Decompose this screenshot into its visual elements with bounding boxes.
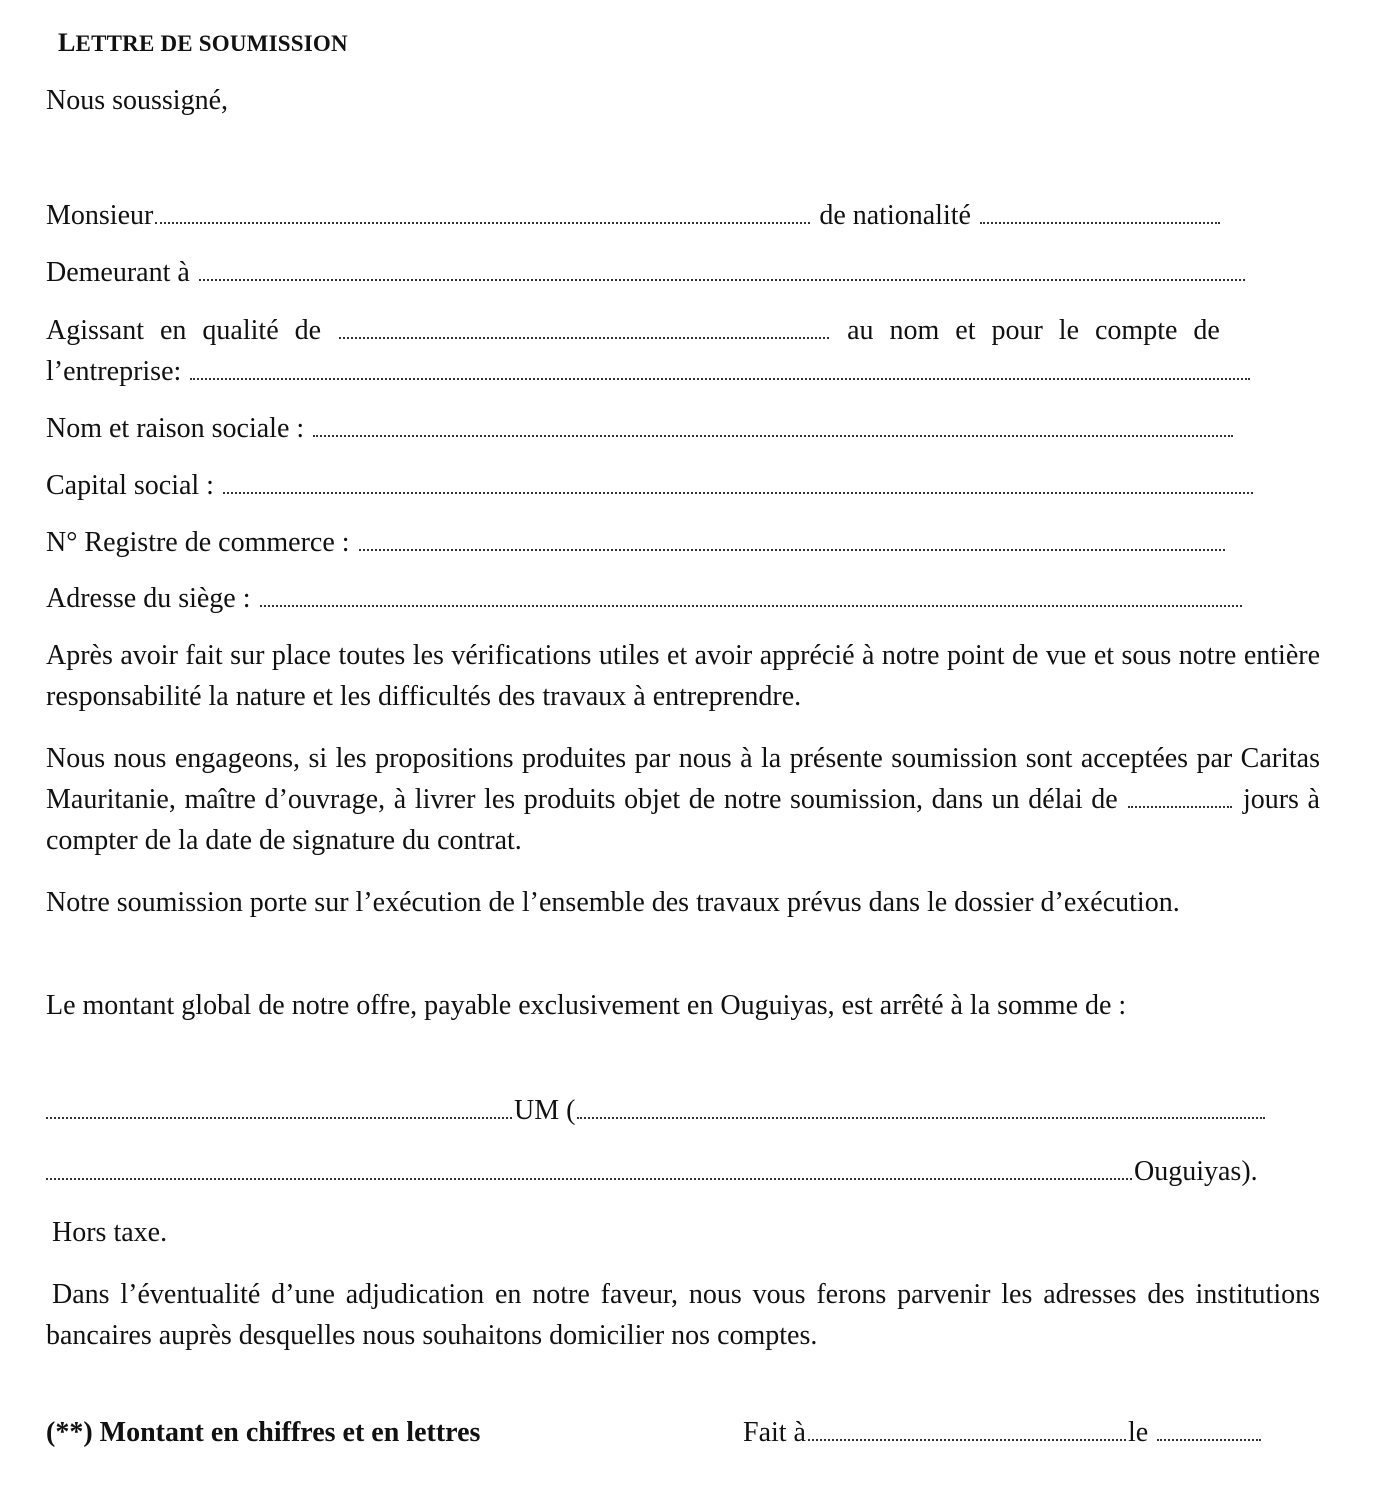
date-blank[interactable]: [1157, 1433, 1261, 1441]
ouguiyas-label: Ouguiyas).: [1134, 1156, 1258, 1187]
agissant-blank[interactable]: [339, 331, 829, 339]
registre-blank[interactable]: [359, 543, 1225, 551]
field-capital: [46, 465, 1320, 506]
field-monsieur: [46, 195, 1320, 236]
fait-a-field: [743, 1412, 1263, 1453]
le-label: le: [1128, 1417, 1149, 1448]
nationalite-blank[interactable]: [980, 216, 1220, 224]
field-entreprise: [46, 351, 1320, 392]
footer-note: (**) Montant en chiffres et en lettres: [46, 1417, 481, 1448]
field-adresse: [46, 578, 1320, 619]
demeurant-label: Demeurant à: [46, 257, 190, 288]
um-label: UM (: [514, 1095, 576, 1126]
fait-label: Fait à: [743, 1417, 806, 1448]
montant-lettres-blank[interactable]: [577, 1111, 1265, 1119]
adresse-label: Adresse du siège :: [46, 583, 251, 614]
title-rest: ETTRE DE SOUMISSION: [75, 31, 348, 56]
registre-label: N° Registre de commerce :: [46, 527, 350, 558]
engagement-text: Nous nous engageons, si les propositions produites par nous à la présente soumission sont acceptées par Caritas Mauritanie, maître d’ouvrage, à livrer les produits objet de notre soumission, dans un délai de: [46, 743, 1320, 815]
paragraph-engagement: [46, 738, 1320, 861]
engagement-text-end: jours à compter de la date de signature du contrat.: [46, 784, 1320, 856]
paragraph-execution: Notre soumission porte sur l’exécution de l’ensemble des travaux prévus dans le dossier d’exécution.: [46, 887, 1180, 918]
field-registre: [46, 522, 1320, 563]
paragraph-verification: Après avoir fait sur place toutes les vérifications utiles et avoir apprécié à notre point de vue et sous notre entière responsabilité la nature et les difficultés des travaux à entreprendre.: [46, 640, 1320, 712]
title-initial: L: [58, 28, 76, 57]
field-raison-sociale: [46, 408, 1320, 449]
document-title: [58, 28, 348, 58]
entreprise-label: l’entreprise:: [46, 356, 182, 387]
capital-blank[interactable]: [223, 486, 1253, 494]
field-montant-ouguiyas: [46, 1151, 1320, 1192]
au-nom-label: au nom et pour le compte de: [847, 315, 1220, 346]
field-demeurant: [46, 252, 1320, 293]
adresse-blank[interactable]: [260, 599, 1242, 607]
fait-blank[interactable]: [808, 1433, 1126, 1441]
agissant-label: Agissant en qualité de: [46, 315, 322, 346]
entreprise-blank[interactable]: [190, 372, 1250, 380]
intro-text: Nous soussigné,: [46, 85, 229, 116]
nationalite-label: de nationalité: [819, 200, 971, 231]
paragraph-montant: Le montant global de notre offre, payable exclusivement en Ouguiyas, est arrêté à la somme de :: [46, 990, 1127, 1021]
delai-blank[interactable]: [1128, 800, 1232, 808]
demeurant-blank[interactable]: [199, 273, 1245, 281]
field-montant-um: [46, 1090, 1320, 1131]
montant-chiffres-blank[interactable]: [46, 1111, 512, 1119]
montant-lettres-blank-2[interactable]: [46, 1172, 1132, 1180]
capital-label: Capital social :: [46, 470, 214, 501]
hors-taxe-text: Hors taxe.: [52, 1217, 168, 1248]
paragraph-adjudication: Dans l’éventualité d’une adjudication en notre faveur, nous vous ferons parvenir les adresses des institutions bancaires auprès desquelles nous souhaitons domicilier nos comptes.: [46, 1279, 1320, 1351]
raison-sociale-label: Nom et raison sociale :: [46, 413, 305, 444]
monsieur-label: Monsieur: [46, 200, 154, 231]
monsieur-blank[interactable]: [155, 216, 810, 224]
field-agissant: [46, 310, 1320, 351]
raison-sociale-blank[interactable]: [313, 429, 1233, 437]
